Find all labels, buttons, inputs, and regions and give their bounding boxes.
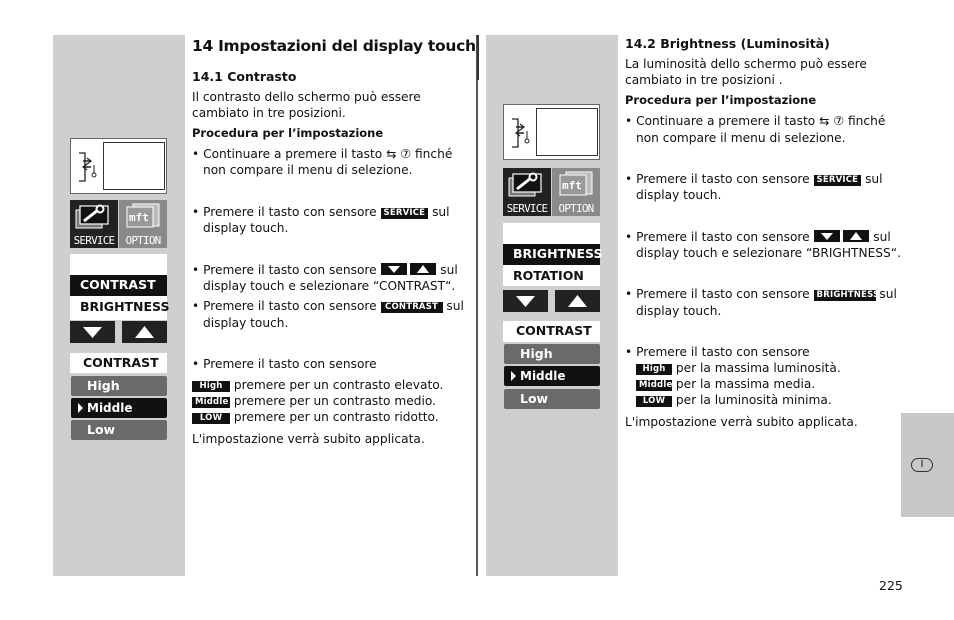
r-step4-line2: display touch.: [636, 304, 722, 318]
option-row-middle[interactable]: [71, 398, 167, 418]
camera-display-device: [70, 138, 167, 194]
service-tile-2[interactable]: [503, 168, 551, 216]
menu-item-contrast[interactable]: CONTRAST: [70, 275, 167, 296]
menu-item-brightness-2[interactable]: BRIGHTNESS: [503, 244, 600, 265]
middle-badge: Middle: [192, 397, 230, 408]
r-option-low-line: [636, 392, 832, 408]
option-middle-line: [192, 393, 436, 409]
step3-line1: [192, 262, 458, 278]
step2-text: • Premere il tasto con sensore: [192, 205, 377, 219]
down-arrow-badge-2: [814, 230, 840, 242]
contrast-outro: L'impostazione verrà subito applicata.: [192, 432, 425, 446]
option-row-high[interactable]: High: [71, 376, 167, 396]
high-badge-2: High: [636, 364, 672, 375]
r-option-middle-line: [636, 376, 815, 392]
r-step3-suffix: sul: [873, 230, 891, 244]
step1-line2: non compare il menu di selezione.: [203, 163, 413, 177]
camera-screen-2: [536, 108, 598, 156]
option-middle-text: premere per un contrasto medio.: [233, 394, 436, 408]
r-step2-text: • Premere il tasto con sensore: [625, 172, 810, 186]
triangle-up-icon: [843, 230, 869, 242]
service-tile[interactable]: [70, 200, 118, 248]
step4-line1: [192, 298, 464, 314]
step4-line2: display touch.: [203, 316, 289, 330]
mft-icon: [123, 202, 163, 232]
step2-line2: display touch.: [203, 221, 289, 235]
brightness-intro-1: La luminosità dello schermo può essere: [625, 57, 867, 71]
option-tile[interactable]: [119, 200, 167, 248]
brightness-outro: L'impostazione verrà subito applicata.: [625, 415, 858, 429]
step3-suffix: sul: [440, 263, 458, 277]
menu-down-button-2[interactable]: [503, 290, 548, 312]
brightness-badge: BRIGHTNESS: [814, 290, 876, 301]
r-step3-line2: display touch e selezionare “BRIGHTNESS“.: [636, 246, 901, 260]
r-step4-suffix: sul: [879, 287, 897, 301]
service-badge: SERVICE: [381, 208, 429, 219]
menu-item-brightness[interactable]: BRIGHTNESS: [80, 299, 170, 314]
option-row-high-2[interactable]: High: [504, 344, 600, 364]
contrast-intro-1: Il contrasto dello schermo può essere: [192, 90, 421, 104]
triangle-down-icon: [503, 290, 548, 312]
section-title-brightness: 14.2 Brightness (Luminosità): [625, 36, 830, 51]
low-badge-2: LOW: [636, 396, 672, 407]
step3-line2: display touch e selezionare “CONTRAST“.: [203, 279, 456, 293]
triangle-down-icon: [70, 321, 115, 343]
triangle-down-icon: [814, 230, 840, 242]
r-step1-line2: non compare il menu di selezione.: [636, 131, 846, 145]
r-step1-line1: • Continuare a premere il tasto ⇆ ⑦ finché: [625, 114, 886, 128]
option-low-line: [192, 409, 439, 425]
brightness-header: CONTRAST: [516, 323, 592, 338]
contrast-badge: CONTRAST: [381, 302, 443, 313]
menu-up-button[interactable]: [122, 321, 167, 343]
page-number: 225: [879, 578, 903, 593]
service-tile-label: SERVICE: [73, 234, 115, 247]
column-divider-left: [476, 35, 478, 576]
step1-line1: • Continuare a premere il tasto ⇆ ⑦ finché: [192, 147, 453, 161]
menu-item-rotation[interactable]: ROTATION: [513, 268, 584, 283]
procedure-title: Procedura per l’impostazione: [192, 126, 384, 140]
option-row-low-2[interactable]: Low: [504, 389, 600, 409]
language-indicator: I: [911, 458, 933, 472]
menu-down-button[interactable]: [70, 321, 115, 343]
option-high-text: premere per un contrasto elevato.: [233, 378, 444, 392]
contrast-header: CONTRAST: [83, 355, 159, 370]
option-row-low[interactable]: Low: [71, 420, 167, 440]
service-badge-2: SERVICE: [814, 175, 862, 186]
r-option-high-line: [636, 360, 841, 376]
menu-up-button-2[interactable]: [555, 290, 600, 312]
down-arrow-badge: [381, 263, 407, 275]
low-badge: LOW: [192, 413, 230, 424]
r-step4-line1: [625, 286, 897, 302]
option-row-middle-label-2: Middle: [520, 369, 566, 383]
r-step5-line1: • Premere il tasto con sensore: [625, 345, 810, 359]
service-tile-label-2: SERVICE: [506, 202, 548, 215]
option-tile-label-2: OPTION: [558, 202, 594, 215]
r-option-middle-text: per la massima media.: [675, 377, 816, 391]
option-tile-2[interactable]: [552, 168, 600, 216]
step2-suffix: sul: [432, 205, 450, 219]
selected-arrow-icon: [510, 371, 518, 381]
step2-line1: [192, 204, 450, 220]
option-high-line: [192, 377, 443, 393]
camera-screen: [103, 142, 165, 190]
page-title: 14 Impostazioni del display touch: [192, 37, 476, 55]
r-step4-text: • Premere il tasto con sensore: [625, 287, 810, 301]
procedure-title-2: Procedura per l’impostazione: [625, 93, 817, 107]
r-step2-line2: display touch.: [636, 188, 722, 202]
r-step3-line1: [625, 229, 891, 245]
option-low-text: premere per un contrasto ridotto.: [233, 410, 439, 424]
option-row-middle-2[interactable]: [504, 366, 600, 386]
wrench-icon: [507, 170, 547, 200]
svg-text:mft: mft: [562, 179, 582, 192]
column-divider-right: [477, 35, 479, 80]
triangle-down-icon: [381, 263, 407, 275]
option-row-middle-label: Middle: [87, 401, 133, 415]
step5-line1: • Premere il tasto con sensore: [192, 357, 377, 371]
r-option-high-text: per la massima luminosità.: [675, 361, 841, 375]
r-step2-line1: [625, 171, 883, 187]
step4-text: • Premere il tasto con sensore: [192, 299, 377, 313]
triangle-up-icon: [122, 321, 167, 343]
triangle-up-icon: [555, 290, 600, 312]
camera-display-device-2: [503, 104, 600, 160]
step3-text: • Premere il tasto con sensore: [192, 263, 377, 277]
wrench-icon: [74, 202, 114, 232]
middle-badge-2: Middle: [636, 380, 672, 391]
r-step3-text: • Premere il tasto con sensore: [625, 230, 810, 244]
r-step2-suffix: sul: [865, 172, 883, 186]
camera-side-icon: [75, 147, 99, 187]
section-title-contrast: 14.1 Contrasto: [192, 69, 297, 84]
r-option-low-text: per la luminosità minima.: [675, 393, 832, 407]
high-badge: High: [192, 381, 230, 392]
camera-side-icon: [508, 113, 532, 153]
up-arrow-badge: [410, 263, 436, 275]
up-arrow-badge-2: [843, 230, 869, 242]
selected-arrow-icon: [77, 403, 85, 413]
option-tile-label: OPTION: [125, 234, 161, 247]
brightness-intro-2: cambiato in tre posizioni .: [625, 73, 783, 87]
mft-icon: [556, 170, 596, 200]
step4-suffix: sul: [446, 299, 464, 313]
svg-text:mft: mft: [129, 211, 149, 224]
contrast-intro-2: cambiato in tre posizioni.: [192, 106, 346, 120]
triangle-up-icon: [410, 263, 436, 275]
